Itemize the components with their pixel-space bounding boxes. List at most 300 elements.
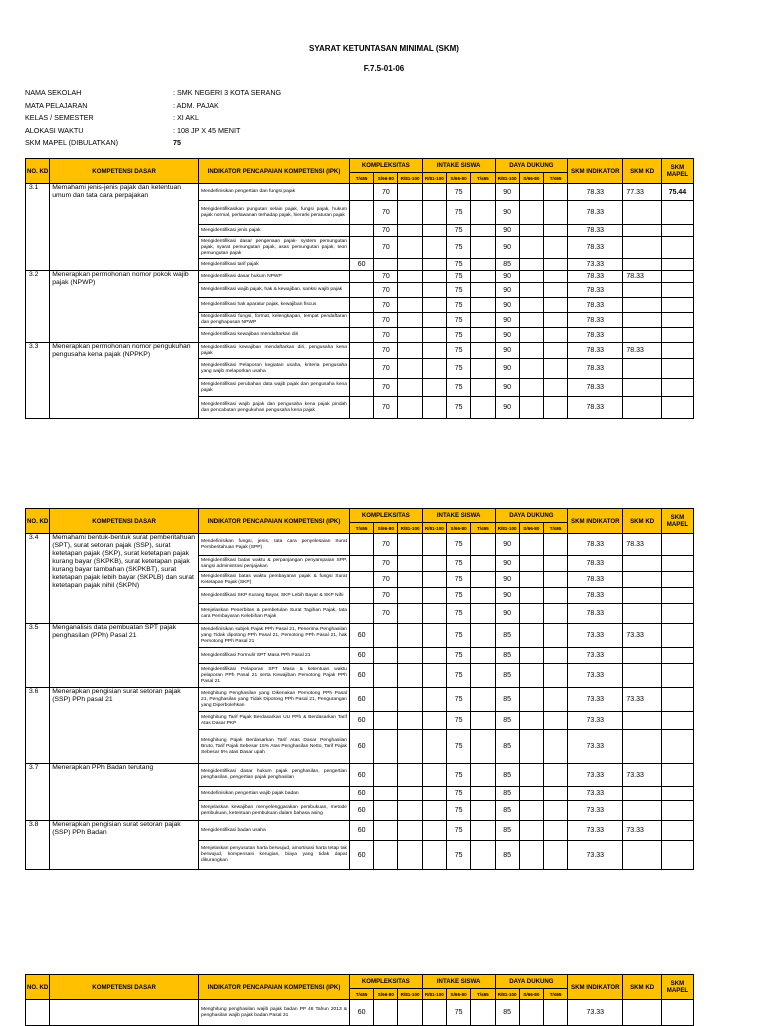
empty-cell: [623, 801, 662, 821]
empty-cell: [398, 283, 422, 298]
empty-cell: [519, 201, 543, 225]
daya-dukung-value: 90: [495, 201, 519, 225]
empty-cell: [374, 688, 398, 712]
empty-cell: [398, 572, 422, 588]
kd-description: Menerapkan permohonan nomor pokok wajib pajak (NPWP): [50, 271, 199, 343]
kd-description: Menganalisis data pembuatan SPT pajak penghasilan (PPh) Pasal 21: [50, 624, 199, 688]
empty-cell: [422, 313, 446, 328]
empty-cell: [422, 343, 446, 359]
empty-cell: [350, 298, 374, 313]
empty-cell: [661, 359, 693, 379]
empty-cell: [519, 688, 543, 712]
empty-cell: [519, 298, 543, 313]
info-key: KELAS / SEMESTER: [25, 113, 94, 123]
empty-cell: [471, 588, 495, 604]
info-value: : XI AKL: [173, 113, 199, 123]
table-row: [26, 534, 694, 556]
info-row: [25, 138, 281, 151]
empty-cell: [422, 764, 446, 787]
skm-kd-value: 78.33: [623, 271, 662, 283]
empty-cell: [398, 821, 422, 841]
header-ipk: INDIKATOR PENCAPAIAN KOMPETENSI (IPK): [199, 159, 350, 184]
skm-kd-value: 78.33: [623, 534, 662, 556]
empty-cell: [543, 259, 567, 271]
empty-cell: [661, 313, 693, 328]
kompleksitas-value: 70: [374, 313, 398, 328]
empty-cell: [398, 801, 422, 821]
empty-cell: [422, 379, 446, 397]
empty-cell: [543, 688, 567, 712]
ipk-text: Mengidentifikasi kewajiban mendaftarkan diri: [199, 328, 350, 343]
daya-dukung-value: 90: [495, 359, 519, 379]
skm-indikator-value: 78.33: [568, 359, 623, 379]
kompleksitas-value: 70: [374, 328, 398, 343]
header-range: S/66-80: [374, 523, 398, 534]
ipk-text: Mendefinisikan pengertian wajib pajak badan: [199, 787, 350, 801]
empty-cell: [422, 572, 446, 588]
empty-cell: [350, 237, 374, 259]
skm-indikator-value: 78.33: [568, 534, 623, 556]
skm-indikator-value: 73.33: [568, 664, 623, 688]
intake-value: 75: [446, 359, 470, 379]
empty-cell: [623, 556, 662, 572]
skm-kd-value: 73.33: [623, 688, 662, 712]
empty-cell: [623, 588, 662, 604]
daya-dukung-value: 90: [495, 397, 519, 419]
empty-cell: [398, 556, 422, 572]
header-range: T/≤65: [350, 523, 374, 534]
kompleksitas-value: 60: [350, 624, 374, 648]
kd-description: [50, 1000, 199, 1026]
header-range: S/66-80: [446, 173, 470, 184]
empty-cell: [623, 648, 662, 664]
intake-value: 75: [446, 624, 470, 648]
empty-cell: [471, 787, 495, 801]
empty-cell: [471, 343, 495, 359]
skm-indikator-value: 78.33: [568, 313, 623, 328]
table-row: [26, 184, 694, 201]
empty-cell: [422, 359, 446, 379]
empty-cell: [471, 764, 495, 787]
intake-value: 75: [446, 841, 470, 870]
header-skm-mapel: SKM MAPEL: [661, 159, 693, 184]
empty-cell: [398, 841, 422, 870]
empty-cell: [543, 841, 567, 870]
empty-cell: [350, 184, 374, 201]
empty-cell: [374, 801, 398, 821]
empty-cell: [422, 259, 446, 271]
header-ipk: INDIKATOR PENCAPAIAN KOMPETENSI (IPK): [199, 975, 350, 1000]
kompleksitas-value: 60: [350, 688, 374, 712]
kompleksitas-value: 70: [374, 534, 398, 556]
intake-value: 75: [446, 283, 470, 298]
empty-cell: [661, 801, 693, 821]
empty-cell: [398, 534, 422, 556]
empty-cell: [398, 604, 422, 624]
empty-cell: [398, 237, 422, 259]
empty-cell: [543, 313, 567, 328]
header-skm-indikator: SKM INDIKATOR: [568, 975, 623, 1000]
skm-indikator-value: 78.33: [568, 237, 623, 259]
empty-cell: [398, 259, 422, 271]
skm-mapel-value: [661, 821, 693, 841]
empty-cell: [543, 379, 567, 397]
ipk-text: Mengidentifikasi fungsi, format, kelengkapan, tempat pendaftaran dan penghapusan NPWP: [199, 313, 350, 328]
daya-dukung-value: 85: [495, 730, 519, 764]
header-range: R/81-100: [422, 173, 446, 184]
empty-cell: [398, 648, 422, 664]
empty-cell: [422, 225, 446, 237]
header-row: [26, 159, 694, 173]
empty-cell: [519, 534, 543, 556]
header-range: S/66-80: [446, 523, 470, 534]
empty-cell: [422, 604, 446, 624]
empty-cell: [623, 604, 662, 624]
daya-dukung-value: 85: [495, 787, 519, 801]
empty-cell: [661, 648, 693, 664]
empty-cell: [661, 572, 693, 588]
empty-cell: [422, 624, 446, 648]
empty-cell: [543, 271, 567, 283]
empty-cell: [623, 359, 662, 379]
daya-dukung-value: 85: [495, 259, 519, 271]
empty-cell: [374, 1000, 398, 1026]
intake-value: 75: [446, 712, 470, 730]
empty-cell: [543, 764, 567, 787]
kd-number: 3.3: [26, 343, 50, 419]
empty-cell: [519, 225, 543, 237]
intake-value: 75: [446, 225, 470, 237]
empty-cell: [471, 283, 495, 298]
empty-cell: [422, 730, 446, 764]
kompleksitas-value: 60: [350, 841, 374, 870]
header-row: [26, 509, 694, 523]
table-row: [26, 1000, 694, 1026]
empty-cell: [471, 298, 495, 313]
empty-cell: [471, 801, 495, 821]
daya-dukung-value: 90: [495, 313, 519, 328]
skm-kd-value: 77.33: [623, 184, 662, 201]
skm-mapel-value: [661, 1000, 693, 1026]
empty-cell: [543, 534, 567, 556]
empty-cell: [623, 379, 662, 397]
empty-cell: [543, 225, 567, 237]
header-skm-indikator: SKM INDIKATOR: [568, 159, 623, 184]
header-kompetensi-dasar: KOMPETENSI DASAR: [50, 975, 199, 1000]
empty-cell: [398, 664, 422, 688]
header-no-kd: NO. KD: [26, 159, 50, 184]
intake-value: 75: [446, 821, 470, 841]
empty-cell: [543, 624, 567, 648]
info-key: MATA PELAJARAN: [25, 100, 88, 110]
skm-indikator-value: 73.33: [568, 841, 623, 870]
skm-kd-value: 78.33: [623, 343, 662, 359]
empty-cell: [519, 313, 543, 328]
skm-indikator-value: 78.33: [568, 184, 623, 201]
empty-cell: [422, 712, 446, 730]
header-range: S/66-80: [374, 989, 398, 1000]
empty-cell: [519, 359, 543, 379]
header-skm-kd: SKM KD: [623, 509, 662, 534]
kompleksitas-value: 70: [374, 572, 398, 588]
empty-cell: [519, 588, 543, 604]
skm-indikator-value: 73.33: [568, 688, 623, 712]
daya-dukung-value: 90: [495, 604, 519, 624]
empty-cell: [623, 283, 662, 298]
ipk-text: Mengidentifikasi batas waktu & perpanjangan penyampaian SPP, sangsi administrasi penjajakan: [199, 556, 350, 572]
kompleksitas-value: 70: [374, 201, 398, 225]
empty-cell: [623, 572, 662, 588]
daya-dukung-value: 90: [495, 298, 519, 313]
empty-cell: [661, 730, 693, 764]
header-range: R/81-100: [398, 989, 422, 1000]
empty-cell: [661, 201, 693, 225]
daya-dukung-value: 85: [495, 764, 519, 787]
intake-value: 75: [446, 259, 470, 271]
empty-cell: [661, 556, 693, 572]
ipk-text: Menghitung Penghasilan yang Dikenakan Pemotong PPh Pasal 21, Penghasilan yang Tidak Dipotong PPh Pasal 21, Pengurangan yang Diperbolehkan: [199, 688, 350, 712]
info-value: : SMK NEGERI 3 KOTA SERANG: [173, 88, 282, 97]
empty-cell: [422, 271, 446, 283]
header-skm-kd: SKM KD: [623, 975, 662, 1000]
empty-cell: [422, 801, 446, 821]
header-range: R/81-100: [495, 173, 519, 184]
skm-indikator-value: 78.33: [568, 604, 623, 624]
header-range: R/81-100: [398, 173, 422, 184]
empty-cell: [519, 712, 543, 730]
daya-dukung-value: 85: [495, 841, 519, 870]
skm-indikator-value: 73.33: [568, 1000, 623, 1026]
empty-cell: [543, 648, 567, 664]
kompleksitas-value: 60: [350, 764, 374, 787]
empty-cell: [350, 572, 374, 588]
empty-cell: [661, 712, 693, 730]
daya-dukung-value: 90: [495, 184, 519, 201]
skm-kd-value: 73.33: [623, 821, 662, 841]
kd-description: Memahami bentuk-bentuk surat pemberitahuan (SPT), surat setoran pajak (SSP), surat ketetapan pajak (SKP), surat ketetapan pajak kurang bayar (SKPKB), surat ketetapan pajak kurang bayar tambahan (SKPKBT), surat ketetapan pajak lebih bayar (SKPLB) dan surat ketetapan pajak nihil (SKPN): [50, 534, 199, 624]
intake-value: 75: [446, 787, 470, 801]
daya-dukung-value: 90: [495, 237, 519, 259]
ipk-text: Mengidentifikasi badan usaha: [199, 821, 350, 841]
kd-description: Memahami jenis-jenis pajak dan ketentuan umum dan tata cara perpajakan: [50, 184, 199, 271]
empty-cell: [398, 712, 422, 730]
header-range: S/66-80: [519, 523, 543, 534]
skm-indikator-value: 78.33: [568, 201, 623, 225]
empty-cell: [350, 201, 374, 225]
skm-indikator-value: 78.33: [568, 343, 623, 359]
empty-cell: [471, 271, 495, 283]
table-row: [26, 271, 694, 283]
daya-dukung-value: 85: [495, 624, 519, 648]
intake-value: 75: [446, 648, 470, 664]
intake-value: 75: [446, 1000, 470, 1026]
ipk-text: Menjelaskan Penerbitan & pembetulan Surat Tagihan Pajak, tata cara Pembayaran Kelebihan Pajak: [199, 604, 350, 624]
intake-value: 75: [446, 764, 470, 787]
kompleksitas-value: 60: [350, 1000, 374, 1026]
empty-cell: [471, 841, 495, 870]
daya-dukung-value: 85: [495, 801, 519, 821]
empty-cell: [398, 359, 422, 379]
empty-cell: [471, 688, 495, 712]
empty-cell: [543, 397, 567, 419]
skm-table: [25, 158, 694, 419]
header-range: T/≤65: [350, 173, 374, 184]
info-row: [25, 88, 281, 101]
empty-cell: [519, 259, 543, 271]
header-kompetensi-dasar: KOMPETENSI DASAR: [50, 509, 199, 534]
table-row: [26, 764, 694, 787]
header-intake-siswa: INTAKE SISWA: [422, 509, 495, 523]
empty-cell: [519, 184, 543, 201]
daya-dukung-value: 90: [495, 572, 519, 588]
empty-cell: [471, 648, 495, 664]
skm-indikator-value: 78.33: [568, 225, 623, 237]
empty-cell: [543, 604, 567, 624]
kompleksitas-value: 60: [350, 787, 374, 801]
header-range: R/81-100: [495, 523, 519, 534]
empty-cell: [519, 397, 543, 419]
empty-cell: [519, 841, 543, 870]
skm-table: [25, 508, 694, 870]
empty-cell: [350, 328, 374, 343]
empty-cell: [398, 764, 422, 787]
empty-cell: [398, 688, 422, 712]
empty-cell: [543, 201, 567, 225]
empty-cell: [519, 730, 543, 764]
empty-cell: [543, 588, 567, 604]
skm-mapel-value: [661, 688, 693, 712]
empty-cell: [350, 397, 374, 419]
empty-cell: [519, 664, 543, 688]
kompleksitas-value: 70: [374, 184, 398, 201]
info-key: NAMA SEKOLAH: [25, 88, 82, 97]
empty-cell: [471, 572, 495, 588]
skm-indikator-value: 73.33: [568, 821, 623, 841]
header-range: R/81-100: [422, 989, 446, 1000]
empty-cell: [398, 201, 422, 225]
header-range: T/≤65: [471, 989, 495, 1000]
empty-cell: [519, 604, 543, 624]
info-row: [25, 101, 281, 114]
header-range: S/66-80: [519, 989, 543, 1000]
header-kompleksitas: KOMPLEKSITAS: [350, 159, 423, 173]
empty-cell: [623, 298, 662, 313]
empty-cell: [422, 534, 446, 556]
empty-cell: [623, 313, 662, 328]
empty-cell: [471, 664, 495, 688]
empty-cell: [623, 237, 662, 259]
empty-cell: [543, 787, 567, 801]
document-title: SYARAT KETUNTASAN MINIMAL (SKM): [309, 44, 459, 53]
header-daya-dukung: DAYA DUKUNG: [495, 159, 568, 173]
skm-indikator-value: 78.33: [568, 588, 623, 604]
header-row: [26, 975, 694, 989]
empty-cell: [398, 588, 422, 604]
daya-dukung-value: 90: [495, 328, 519, 343]
empty-cell: [543, 283, 567, 298]
intake-value: 75: [446, 588, 470, 604]
kd-number: 3.1: [26, 184, 50, 271]
ipk-text: Mengidentifikasi hak aparatur pajak, kewajiban fiscus: [199, 298, 350, 313]
kompleksitas-value: 60: [350, 821, 374, 841]
info-row: [25, 113, 281, 126]
ipk-text: Mengidentifikasi perubahan data wajib pajak dan pengusaha kena pajak: [199, 379, 350, 397]
header-range: R/81-100: [422, 523, 446, 534]
empty-cell: [350, 283, 374, 298]
empty-cell: [374, 712, 398, 730]
empty-cell: [519, 328, 543, 343]
empty-cell: [422, 184, 446, 201]
empty-cell: [374, 664, 398, 688]
empty-cell: [623, 664, 662, 688]
daya-dukung-value: 90: [495, 556, 519, 572]
empty-cell: [471, 359, 495, 379]
kd-description: Menerapkan pengisian surat setoran pajak (SSP) PPh Badan: [50, 821, 199, 870]
empty-cell: [374, 841, 398, 870]
empty-cell: [350, 556, 374, 572]
kd-number: 3.6: [26, 688, 50, 764]
header-no-kd: NO. KD: [26, 975, 50, 1000]
empty-cell: [471, 556, 495, 572]
empty-cell: [350, 588, 374, 604]
daya-dukung-value: 90: [495, 271, 519, 283]
skm-indikator-value: 78.33: [568, 298, 623, 313]
empty-cell: [661, 237, 693, 259]
intake-value: 75: [446, 664, 470, 688]
document-code: F.7.5-01-06: [363, 64, 405, 73]
empty-cell: [623, 201, 662, 225]
kompleksitas-value: 70: [374, 604, 398, 624]
daya-dukung-value: 85: [495, 688, 519, 712]
kompleksitas-value: 70: [374, 343, 398, 359]
empty-cell: [661, 225, 693, 237]
empty-cell: [543, 1000, 567, 1026]
header-range: T/≤65: [543, 989, 567, 1000]
empty-cell: [543, 730, 567, 764]
intake-value: 75: [446, 184, 470, 201]
intake-value: 75: [446, 201, 470, 225]
empty-cell: [519, 801, 543, 821]
empty-cell: [661, 588, 693, 604]
empty-cell: [661, 841, 693, 870]
empty-cell: [374, 648, 398, 664]
ipk-text: Mengidentifikasi wajib pajak, hak & kewajiban, sanksi wajib pajak: [199, 283, 350, 298]
empty-cell: [422, 556, 446, 572]
ipk-text: Mengidentifikasi dasar hukum NPWP: [199, 271, 350, 283]
empty-cell: [519, 271, 543, 283]
header-range: S/66-80: [446, 989, 470, 1000]
ipk-text: Mendefinisikan fungsi, jenis, tata cara penyelesaian Surat Pemberitahuan Pajak (SPP): [199, 534, 350, 556]
empty-cell: [471, 237, 495, 259]
empty-cell: [350, 343, 374, 359]
kompleksitas-value: 70: [374, 283, 398, 298]
ipk-text: Mengidentifikasi Pelaporan kegiatan usaha, kriteria pengusaha yang wajib melaporkan usaha: [199, 359, 350, 379]
header-range: R/81-100: [495, 989, 519, 1000]
ipk-text: Menghitung Pajak Berdasarkan Tarif Atas Dasar Penghasilan Bruto, Tarif Pajak Sebesar 15% Atas Penghasilan Netto, Tarif Pajak Sebesar 5% atas Dasar upah: [199, 730, 350, 764]
empty-cell: [471, 201, 495, 225]
intake-value: 75: [446, 298, 470, 313]
intake-value: 75: [446, 688, 470, 712]
ipk-text: Mengidentifikasi dasar pengenaan pajak- system pemungutan pajak, syarat pemungutan pajak, asas pemungutan pajak, teori pemungutan pajak: [199, 237, 350, 259]
ipk-text: Mengidentifikasi wajib pajak dan pengusaha kena pajak pindah dan pencabutan pengukuhan pengusaha kena pajak: [199, 397, 350, 419]
header-range: S/66-80: [374, 173, 398, 184]
empty-cell: [422, 664, 446, 688]
empty-cell: [623, 328, 662, 343]
empty-cell: [519, 648, 543, 664]
intake-value: 75: [446, 604, 470, 624]
empty-cell: [374, 821, 398, 841]
skm-indikator-value: 73.33: [568, 764, 623, 787]
